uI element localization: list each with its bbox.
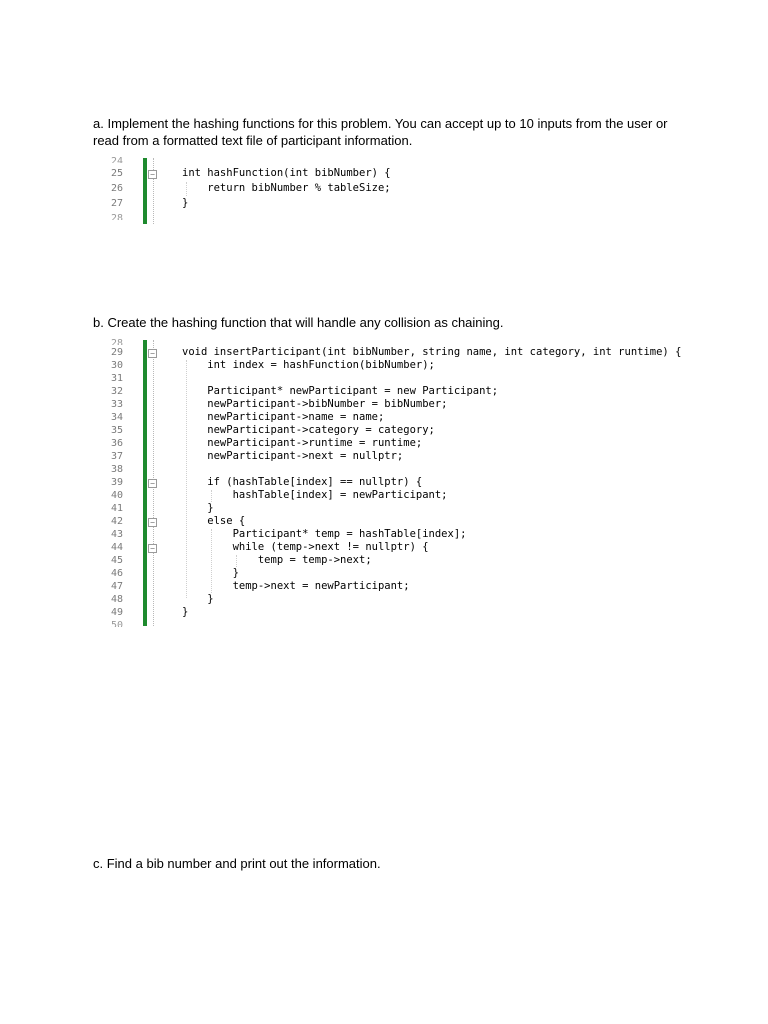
line-number: 43: [110, 529, 123, 540]
line-number: 46: [110, 568, 123, 579]
collapse-icon[interactable]: −: [148, 349, 157, 358]
code-line: temp = temp->next;: [182, 554, 372, 566]
code-line: newParticipant->bibNumber = bibNumber;: [182, 398, 448, 410]
code-line: }: [182, 606, 189, 618]
code-line: int hashFunction(int bibNumber) {: [182, 167, 391, 179]
collapse-icon[interactable]: −: [148, 170, 157, 179]
line-number: 35: [110, 425, 123, 436]
line-number: 44: [110, 542, 123, 553]
code-line: }: [182, 593, 214, 605]
code-line: temp->next = newParticipant;: [182, 580, 410, 592]
line-number: 33: [110, 399, 123, 410]
code-line: void insertParticipant(int bibNumber, string name, int category, int runtime) {: [182, 346, 682, 358]
line-number: 27: [110, 198, 123, 209]
line-number: 25: [110, 168, 123, 179]
line-number-partial: 24: [110, 156, 123, 163]
code-line: }: [182, 197, 189, 209]
line-number: 30: [110, 360, 123, 371]
line-number: 37: [110, 451, 123, 462]
collapse-icon[interactable]: −: [148, 479, 157, 488]
line-number: 39: [110, 477, 123, 488]
code-line: hashTable[index] = newParticipant;: [182, 489, 448, 501]
line-number-partial: 28: [110, 213, 123, 220]
change-bar: [143, 158, 147, 224]
code-line: Participant* newParticipant = new Participant;: [182, 385, 499, 397]
gutter-guide: [153, 158, 154, 224]
code-line: while (temp->next != nullptr) {: [182, 541, 429, 553]
line-number: 26: [110, 183, 123, 194]
change-bar: [143, 340, 147, 626]
code-line: newParticipant->name = name;: [182, 411, 385, 423]
section-c-instruction: c. Find a bib number and print out the information.: [93, 856, 381, 871]
code-line: Participant* temp = hashTable[index];: [182, 528, 467, 540]
line-number: 31: [110, 373, 123, 384]
line-number: 36: [110, 438, 123, 449]
line-number: 40: [110, 490, 123, 501]
line-number: 47: [110, 581, 123, 592]
line-number-partial: 28: [110, 338, 123, 345]
code-line: return bibNumber % tableSize;: [182, 182, 391, 194]
line-number: 29: [110, 347, 123, 358]
code-line: newParticipant->next = nullptr;: [182, 450, 404, 462]
code-line: else {: [182, 515, 246, 527]
code-line: newParticipant->runtime = runtime;: [182, 437, 423, 449]
code-line: }: [182, 567, 239, 579]
line-number: 45: [110, 555, 123, 566]
line-number: 41: [110, 503, 123, 514]
line-number: 48: [110, 594, 123, 605]
code-line: int index = hashFunction(bibNumber);: [182, 359, 435, 371]
line-number: 32: [110, 386, 123, 397]
section-b-instruction: b. Create the hashing function that will handle any collision as chaining.: [93, 315, 504, 330]
collapse-icon[interactable]: −: [148, 544, 157, 553]
line-number-partial: 50: [110, 620, 123, 627]
line-number: 49: [110, 607, 123, 618]
code-line: newParticipant->category = category;: [182, 424, 435, 436]
code-line: if (hashTable[index] == nullptr) {: [182, 476, 423, 488]
section-a-instruction: a. Implement the hashing functions for this problem. You can accept up to 10 inputs from the user or read from a formatted text file of participant information.: [93, 116, 668, 148]
code-line: }: [182, 502, 214, 514]
collapse-icon[interactable]: −: [148, 518, 157, 527]
line-number: 42: [110, 516, 123, 527]
line-number: 38: [110, 464, 123, 475]
line-number: 34: [110, 412, 123, 423]
